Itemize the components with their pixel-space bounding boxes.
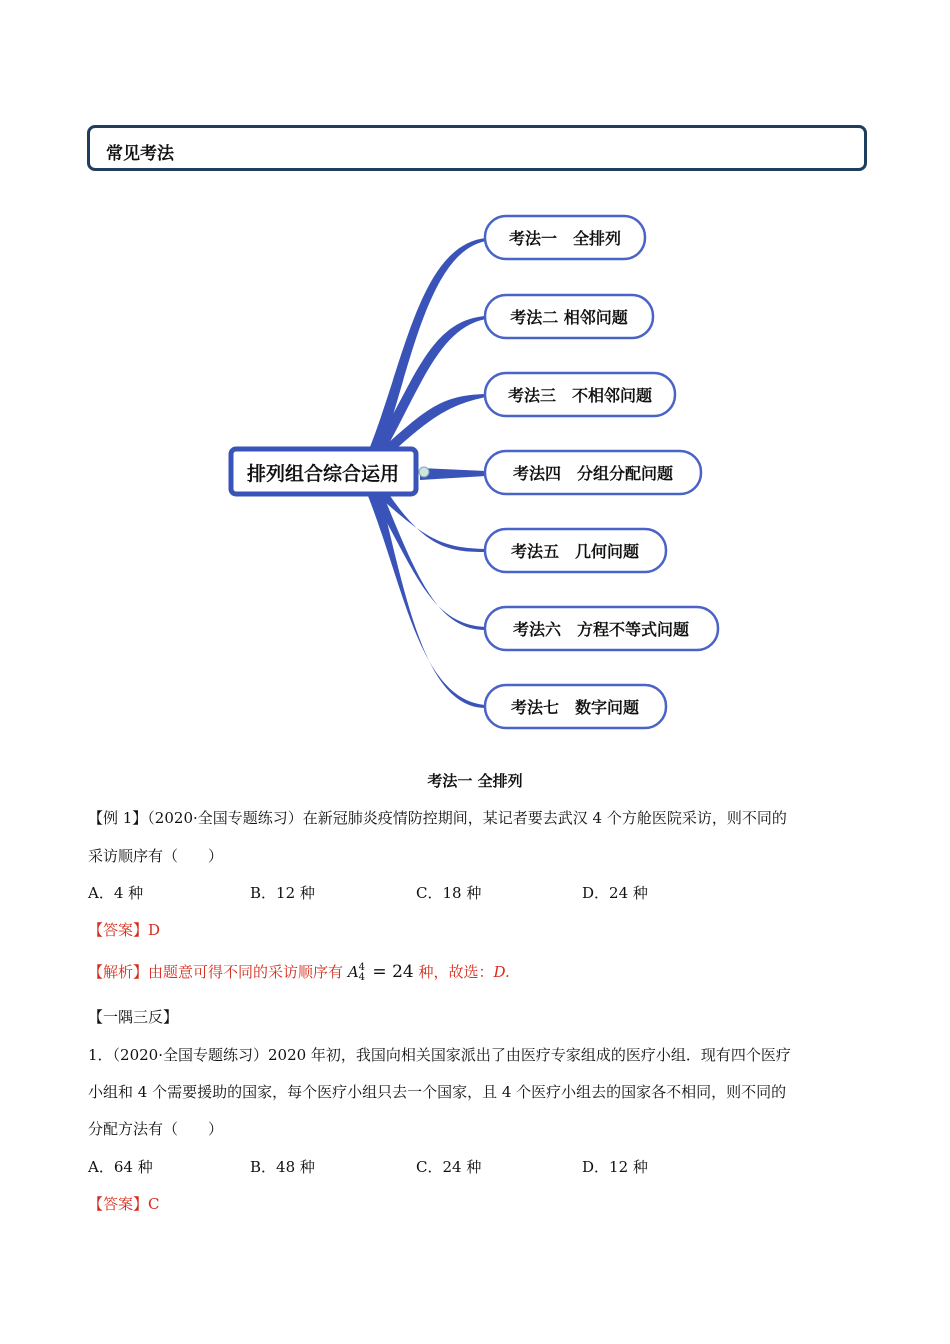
header-title: 常见考法	[106, 144, 174, 164]
analysis-formula	[348, 963, 419, 981]
branch-label-7: 考法七 数字问题	[510, 698, 640, 717]
branch-label-1: 考法一 全排列	[508, 229, 622, 248]
formula-eq: = 24	[367, 962, 414, 982]
formula-a: A	[347, 963, 359, 981]
branch-label-5: 考法五 几何问题	[510, 542, 640, 561]
analysis-label: 【解析】	[88, 963, 149, 981]
practice-label: 【一隅三反】	[88, 1008, 179, 1026]
practice-line-2: 小组和 4 个需要援助的国家，每个医疗小组只去一个国家，且 4 个医疗小组去的国家各不相同，则不同的	[88, 1083, 787, 1101]
example-option-a: A．4 种	[88, 884, 144, 902]
analysis-post: 种，故选：	[418, 963, 494, 981]
example-line-2: 采访顺序有（ ）	[88, 847, 224, 865]
section-title: 考法一 全排列	[427, 772, 523, 790]
practice-option-d: D．12 种	[582, 1158, 648, 1176]
analysis-text: 由题意可得不同的采访顺序有	[148, 963, 344, 981]
example-answer: 【答案】D	[88, 921, 161, 939]
root-handle	[419, 467, 429, 477]
example-line-1: 【例 1】（2020·全国专题练习）在新冠肺炎疫情防控期间，某记者要去武汉 4 个方舱医院采访，则不同的	[88, 809, 787, 827]
branch-label-2: 考法二 相邻问题	[510, 308, 628, 327]
branch-label-3: 考法三 不相邻问题	[507, 386, 653, 405]
example-option-c: C．18 种	[416, 884, 482, 902]
practice-option-c: C．24 种	[416, 1158, 482, 1176]
connector-7	[368, 492, 486, 708]
connector-6	[372, 492, 486, 630]
practice-option-b: B．48 种	[250, 1158, 315, 1176]
connector-1	[368, 238, 486, 456]
analysis-choice: D.	[493, 963, 510, 981]
practice-option-a: A．64 种	[88, 1158, 153, 1176]
example-option-d: D．24 种	[582, 884, 648, 902]
formula-sub: 4	[358, 972, 366, 983]
practice-line-3: 分配方法有（ ）	[88, 1120, 224, 1138]
practice-answer: 【答案】C	[88, 1195, 160, 1213]
formula-sup: 4	[358, 962, 366, 973]
example-analysis	[88, 961, 510, 983]
branch-label-4: 考法四 分组分配问题	[512, 464, 674, 483]
branch-label-6: 考法六 方程不等式问题	[512, 620, 690, 639]
connector-2	[372, 316, 486, 456]
example-option-b: B．12 种	[250, 884, 315, 902]
practice-line-1: 1．（2020·全国专题练习）2020 年初，我国向相关国家派出了由医疗专家组成的医疗小组．现有四个医疗	[88, 1046, 791, 1064]
mindmap-root-label: 排列组合综合运用	[246, 463, 400, 485]
connector-4	[420, 468, 486, 480]
